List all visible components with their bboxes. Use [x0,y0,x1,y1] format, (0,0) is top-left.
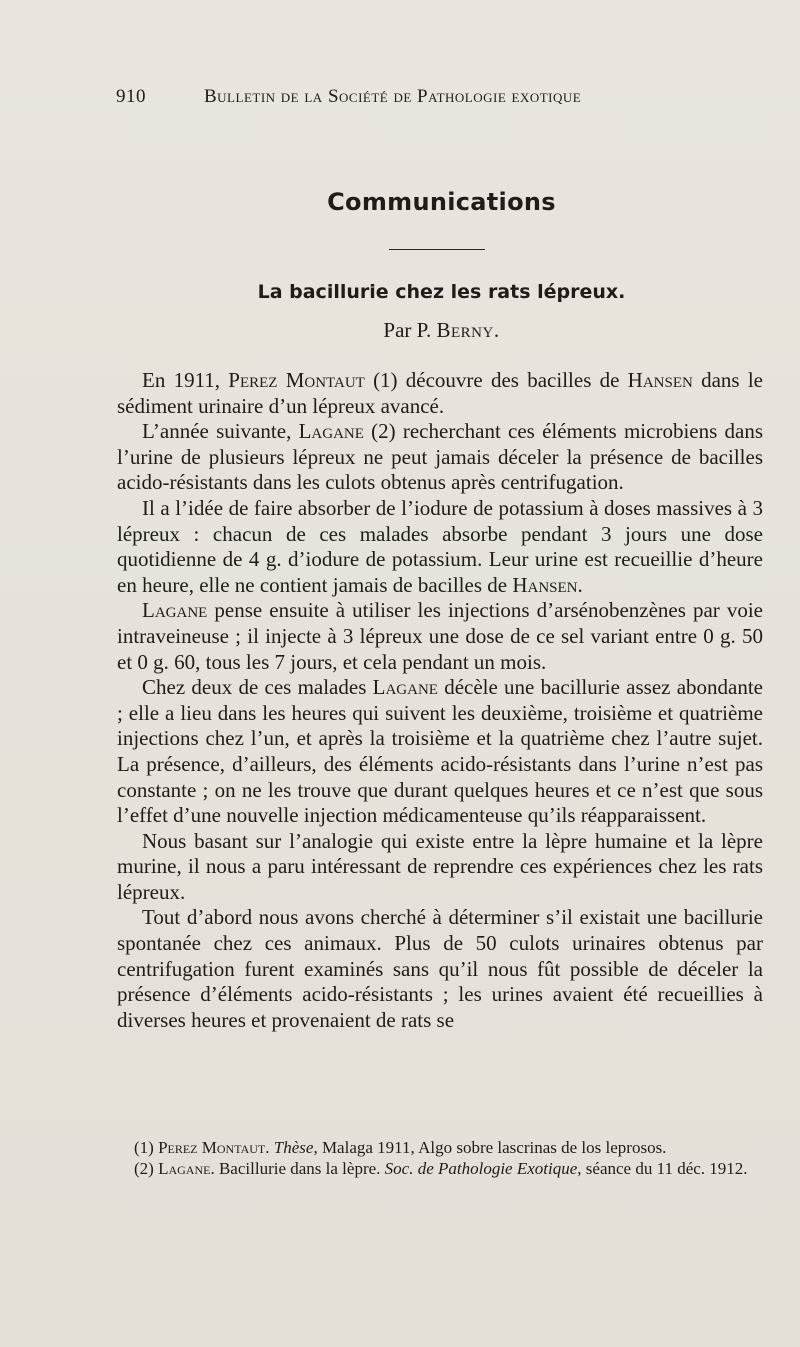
paragraph: Il a l’idée de faire absorber de l’iodure de potassium à doses massives à 3 lépreux : chacun de ces malades absorbe pendant 3 jours une dose quotidienne de 4 g. d’iodure de potassium. Leur urine est recueillie d’heure en heure, elle ne contient jamais de bacilles de Hansen. [117,495,763,597]
paragraph: En 1911, Perez Montaut (1) découvre des bacilles de Hansen dans le sédiment urinaire d’un lépreux avancé. [117,368,763,418]
paragraph: Tout d’abord nous avons cherché à déterminer s’il existait une bacillurie spontanée chez ces animaux. Plus de 50 culots urinaires obtenus par centrifugation furent examinés sans qu’il nous fût possible de déceler la présence d’éléments acido-résistants ; les urines avaient été recueillies à diverses heures et provenaient de rats se [117,905,763,1032]
journal-title: Bulletin de la Société de Pathologie exotique [204,86,582,107]
footnote-italic: Thèse [273,1138,314,1157]
author-name: Lagane [372,675,438,700]
running-head [116,86,760,108]
paragraph: Lagane pense ensuite à utiliser les injections d’arsénobenzènes par voie intraveineuse ; il injecte à 3 lépreux une dose de ce sel variant entre 0 g. 50 et 0 g. 60, tous les 7 jours, et cela pendant un mois. [117,598,763,674]
article-body [117,368,763,1033]
article-title: La bacillurie chez les rats lépreux. [257,281,626,303]
byline-prefix: Par P. [383,318,432,342]
footnote-author: Lagane. [158,1159,215,1178]
author-name: Lagane [298,419,364,444]
author-name: Berny. [436,318,500,342]
author-name: Perez Montaut [228,368,365,392]
paragraph: L’année suivante, Lagane (2) recherchant ces éléments microbiens dans l’urine de plusieurs lépreux ne peut jamais déceler la présence de bacilles acido-résistants dans les culots obtenus après centrifugation. [117,419,764,495]
footnote: (1) Perez Montaut. Thèse, Malaga 1911, Algo sobre lascrinas de los leprosos. [134,1138,667,1157]
author-name: Hansen [627,368,693,392]
author-name: Hansen [512,572,578,597]
paragraph: Chez deux de ces malades Lagane décèle une bacillurie assez abondante ; elle a lieu dans les heures qui suivent les deuxième, troisième et quatrième injections chez l’un, et après la troisième et la quatrième chez l’autre sujet. La présence, d’ailleurs, des éléments acido-résistants dans l’urine n’est pas constante ; on ne les trouve que durant quelques heures et ce n’est que sous l’effet d’une nouvelle injection médicamenteuse qu’ils réapparaissent. [117,675,763,828]
footnote-author: Perez Montaut. [158,1138,270,1157]
footnote: (2) Lagane. Bacillurie dans la lèpre. Soc. de Pathologie Exotique, séance du 11 déc. 1912. [134,1159,748,1178]
byline [0,318,800,343]
footnotes [117,1137,763,1179]
paragraph: Nous basant sur l’analogie qui existe entre la lèpre humaine et la lèpre murine, il nous a paru intéressant de reprendre ces expériences chez les rats lépreux. [117,828,763,904]
page-number: 910 [116,86,146,107]
title-rule [389,249,485,250]
author-name: Lagane [142,598,208,623]
footnote-italic: Soc. de Pathologie Exotique [384,1159,578,1178]
section-title: Communications [327,188,556,216]
